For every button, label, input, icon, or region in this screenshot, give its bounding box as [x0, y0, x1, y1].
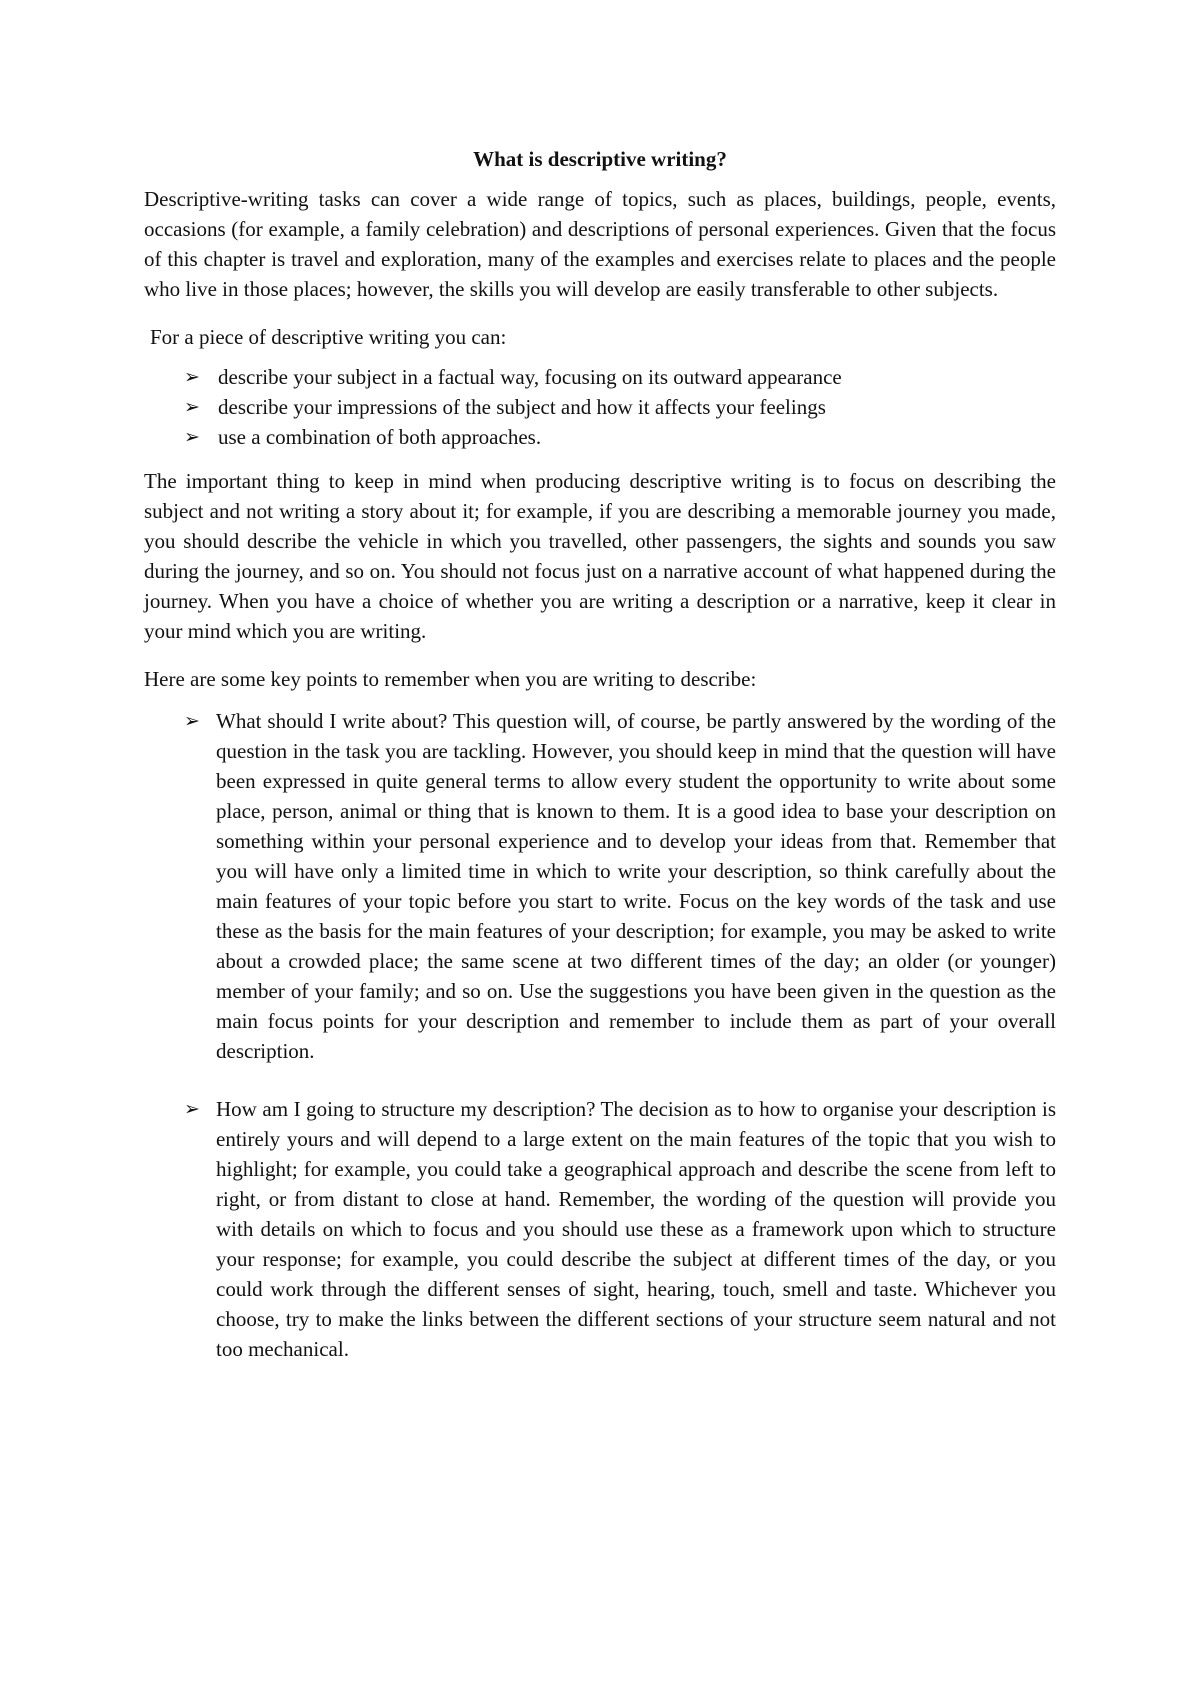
keypoints-lead: Here are some key points to remember when you are writing to describe:: [144, 667, 757, 691]
options-list: [144, 362, 1056, 452]
list-item: [144, 706, 1056, 1066]
important-paragraph: The important thing to keep in mind when producing descriptive writing is to focus on describing the subject and not writing a story about it; for example, if you are describing a memorable journey you made, you should describe the vehicle in which you travelled, other passengers, the sights and sounds you saw during the journey, and so on. You should not focus just on a narrative account of what happened during the journey. When you have a choice of whether you are writing a description or a narrative, keep it clear in your mind which you are writing.: [144, 469, 1056, 643]
intro-paragraph: Descriptive-writing tasks can cover a wide range of topics, such as places, buildings, people, events, occasions (for example, a family celebration) and descriptions of personal experiences. Given that the focus of this chapter is travel and exploration, many of the examples and exercises relate to places and the people who live in those places; however, the skills you will develop are easily transferable to other subjects.: [144, 187, 1056, 301]
list-item: [144, 1094, 1056, 1364]
list-item: [144, 362, 1056, 392]
keypoints-list: [144, 706, 1056, 1364]
arrow-bullet-icon: ➢: [184, 710, 200, 732]
list-item-text: What should I write about? This question will, of course, be partly answered by the wording of the question in the task you are tackling. However, you should keep in mind that the question will have been expressed in quite general terms to allow every student the opportunity to write about some place, person, animal or thing that is known to them. It is a good idea to base your description on something within your personal experience and to develop your ideas from that. Remember that you will have only a limited time in which to write your description, so think carefully about the main features of your topic before you start to write. Focus on the key words of the task and use these as the basis for the main features of your description; for example, you may be asked to write about a crowded place; the same scene at two different times of the day; an older (or younger) member of your family; and so on. Use the suggestions you have been given in the question as the main focus points for your description and remember to include them as part of your overall description.: [216, 709, 1056, 1063]
list-item-text: describe your subject in a factual way, focusing on its outward appearance: [218, 365, 842, 389]
list-item: [144, 422, 1056, 452]
document-page: [144, 144, 1056, 1392]
list-item-text: How am I going to structure my description? The decision as to how to organise your description is entirely yours and will depend to a large extent on the main features of the topic that you wish to highlight; for example, you could take a geographical approach and describe the scene from left to right, or from distant to close at hand. Remember, the wording of the question will provide you with details on which to focus and you should use these as a framework upon which to structure your response; for example, you could describe the subject at different times of the day, or you could work through the different senses of sight, hearing, touch, smell and taste. Whichever you choose, try to make the links between the different sections of your structure seem natural and not too mechanical.: [216, 1097, 1056, 1361]
page-title: What is descriptive writing?: [473, 147, 727, 171]
list-item-text: describe your impressions of the subject and how it affects your feelings: [218, 395, 826, 419]
list-item-text: use a combination of both approaches.: [218, 425, 542, 449]
options-lead: For a piece of descriptive writing you can:: [150, 325, 507, 349]
arrow-bullet-icon: ➢: [184, 426, 200, 448]
arrow-bullet-icon: ➢: [184, 1098, 200, 1120]
arrow-bullet-icon: ➢: [184, 366, 200, 388]
list-item: [144, 392, 1056, 422]
arrow-bullet-icon: ➢: [184, 396, 200, 418]
